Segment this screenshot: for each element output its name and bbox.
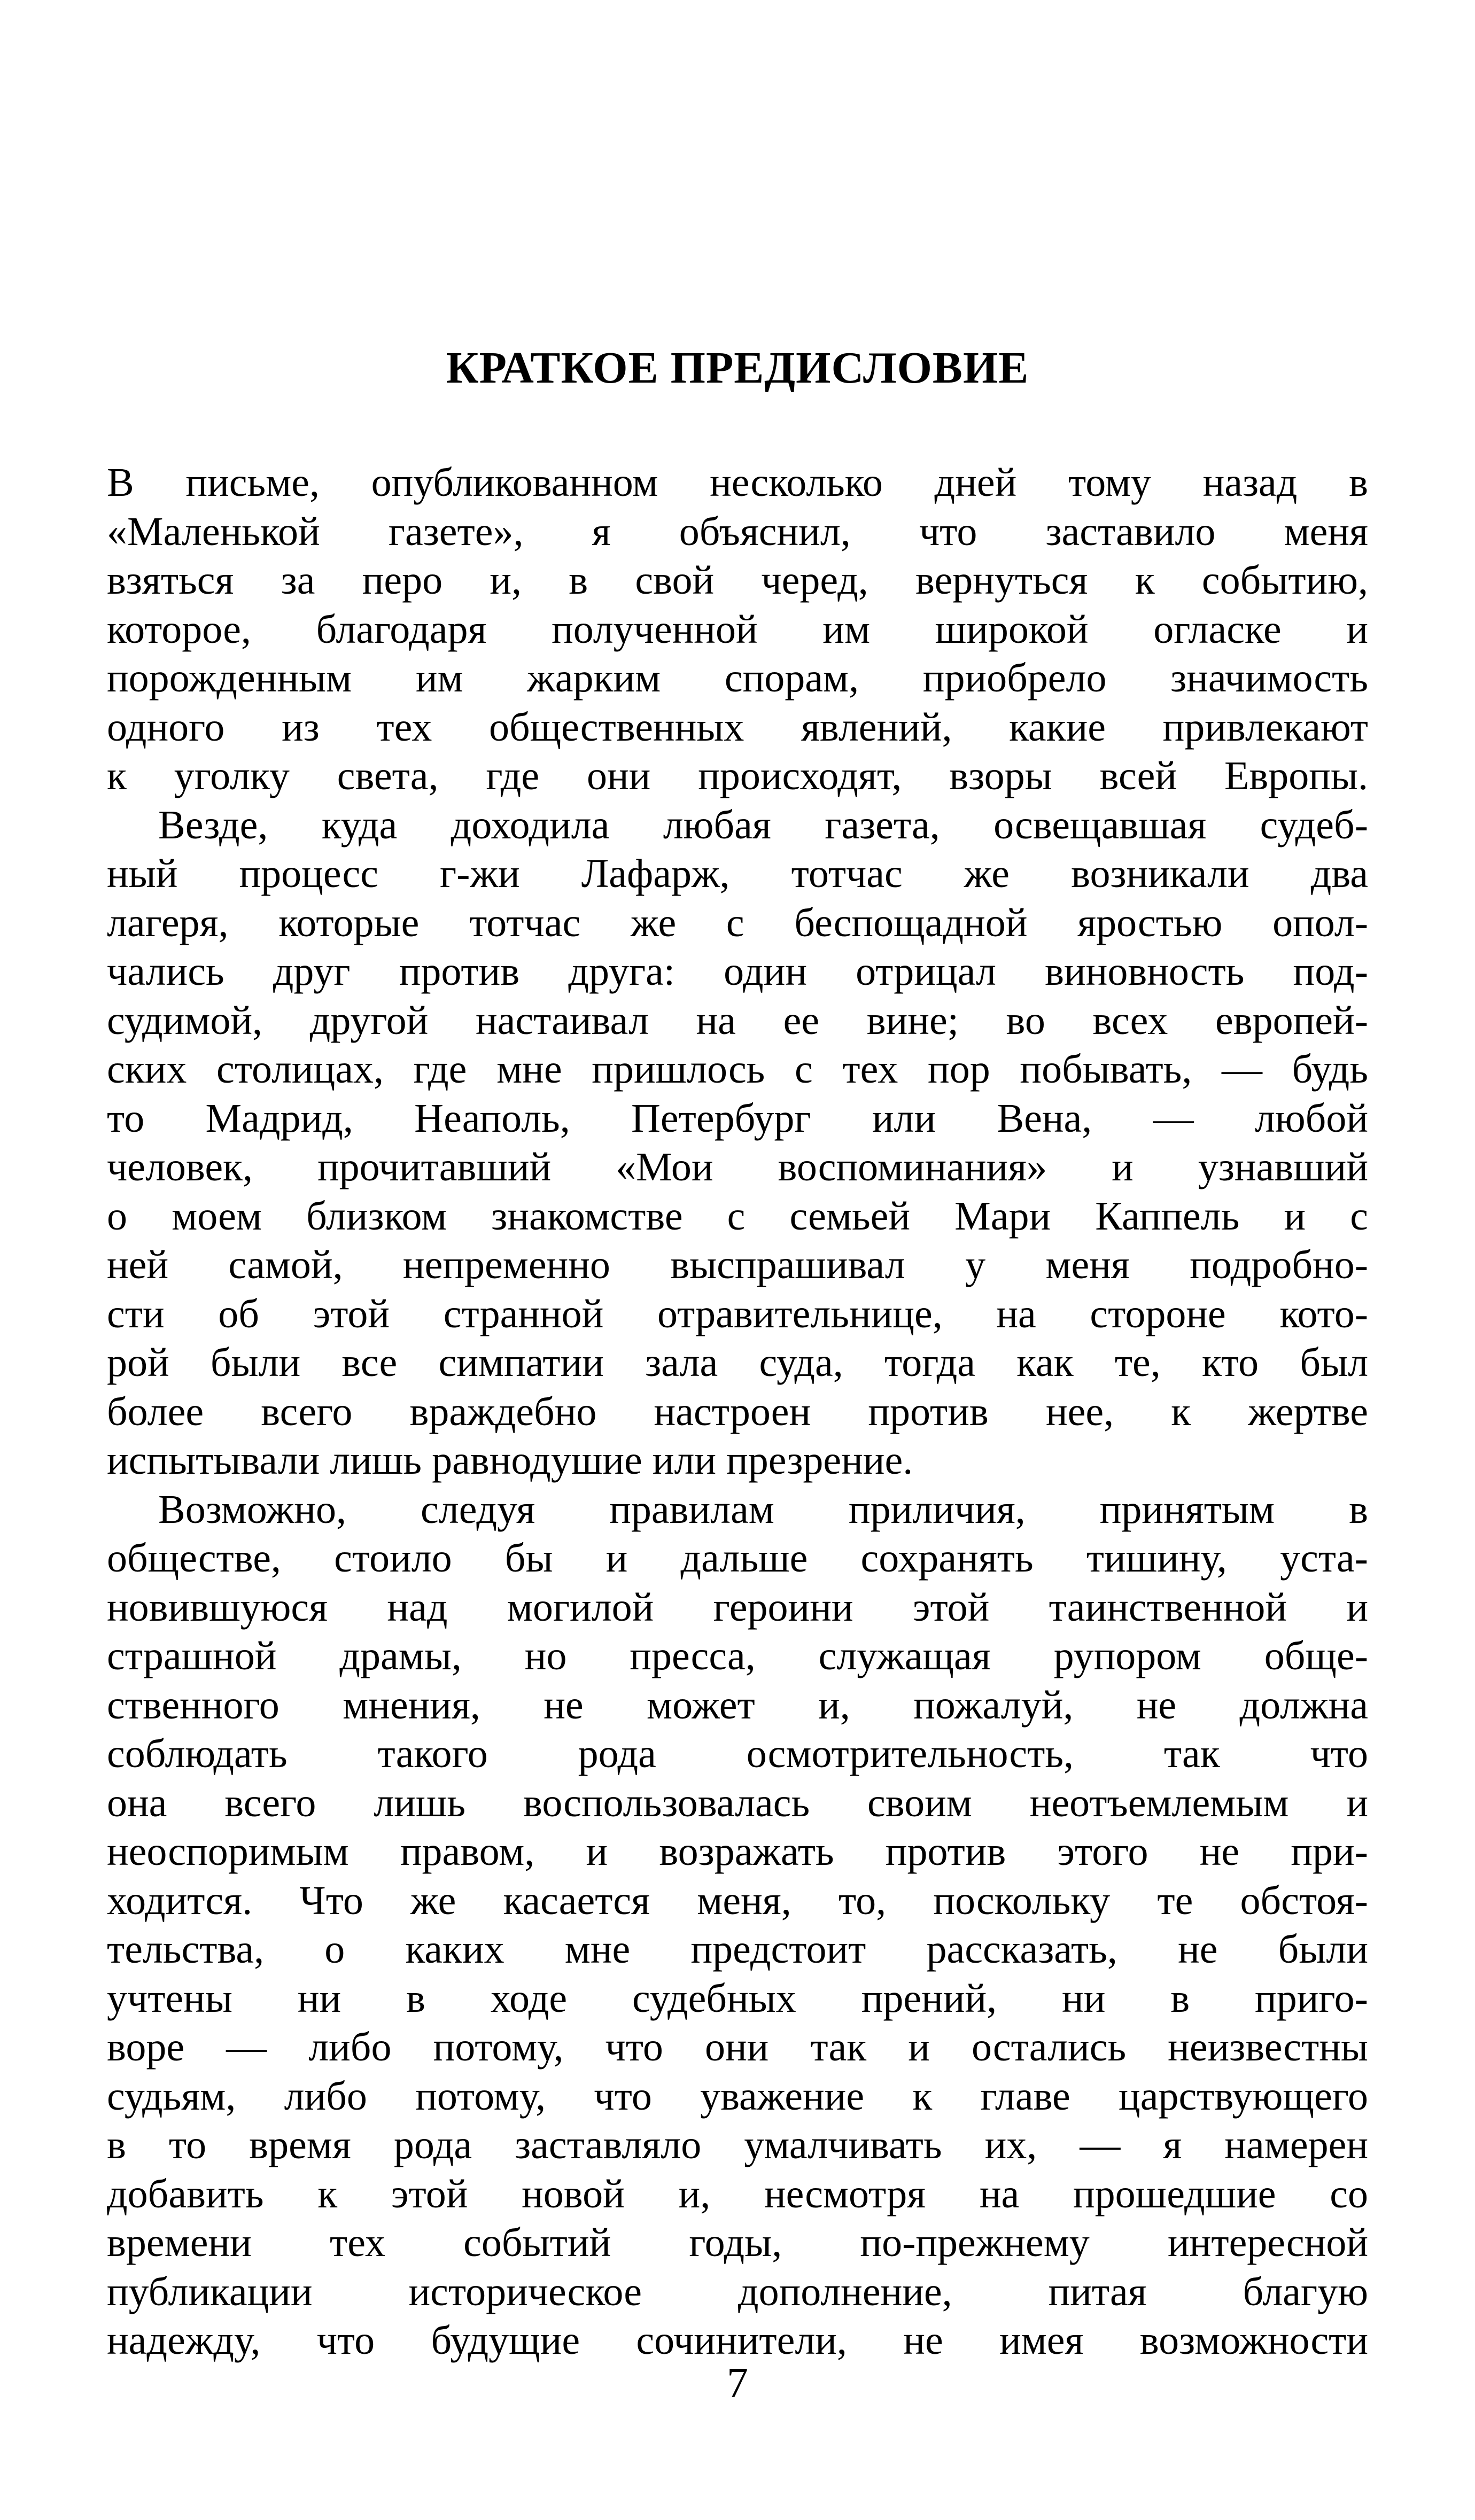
text-line: ственного мнения, не может и, пожалуй, не должна	[107, 1682, 1368, 1728]
text-line: лагеря, которые тотчас же с беспощадной яростью опол-	[107, 900, 1368, 945]
text-line: сти об этой странной отравительнице, на стороне кото-	[107, 1291, 1368, 1336]
text-line: надежду, что будущие сочинители, не имея возможности	[107, 2318, 1368, 2363]
text-line: более всего враждебно настроен против нее, к жертве	[107, 1389, 1368, 1434]
text-line: ный процесс г-жи Лафарж, тотчас же возникали два	[107, 851, 1368, 896]
text-line: учтены ни в ходе судебных прений, ни в приго-	[107, 1975, 1368, 2021]
text-line: она всего лишь воспользовалась своим неотъемлемым и	[107, 1780, 1368, 1825]
paragraph-1	[107, 458, 1368, 801]
text-line: воре — либо потому, что они так и остались неизвестны	[107, 2025, 1368, 2070]
text-line: которое, благодаря полученной им широкой огласке и	[107, 606, 1368, 652]
text-line: ходится. Что же касается меня, то, поскольку те обстоя-	[107, 1878, 1368, 1923]
text-line: испытывали лишь равнодушие или презрение.	[107, 1438, 913, 1483]
text-line: то Мадрид, Неаполь, Петербург или Вена, — любой	[107, 1095, 1368, 1141]
book-page	[107, 0, 1368, 2520]
paragraph-3	[107, 1485, 1368, 2366]
text-line: неоспоримым правом, и возражать против этого не при-	[107, 1829, 1368, 1874]
paragraph-2	[107, 801, 1368, 1485]
text-line: о моем близком знакомстве с семьей Мари Каппель и с	[107, 1193, 1368, 1239]
text-line: одного из тех общественных явлений, какие привлекают	[107, 704, 1368, 750]
text-line: обществе, стоило бы и дальше сохранять тишину, уста-	[107, 1536, 1368, 1581]
text-line: чались друг против друга: один отрицал виновность под-	[107, 949, 1368, 994]
text-line: порожденным им жарким спорам, приобрело значимость	[107, 656, 1368, 701]
text-line: судьям, либо потому, что уважение к главе царствующего	[107, 2073, 1368, 2119]
text-line: времени тех событий годы, по-прежнему интересной	[107, 2220, 1368, 2265]
body-text	[107, 458, 1368, 2366]
page-number: 7	[727, 2360, 748, 2407]
text-line: рой были все симпатии зала суда, тогда как те, кто был	[107, 1340, 1368, 1385]
text-line: в то время рода заставляло умалчивать их, — я намерен	[107, 2122, 1368, 2167]
text-line: взяться за перо и, в свой черед, вернуться к событию,	[107, 558, 1368, 603]
text-line: соблюдать такого рода осмотрительность, так что	[107, 1731, 1368, 1776]
text-line: тельства, о каких мне предстоит рассказать, не были	[107, 1927, 1368, 1972]
text-line: «Маленькой газете», я объяснил, что заставило меня	[107, 509, 1368, 554]
text-line: к уголку света, где они происходят, взоры всей Европы.	[107, 753, 1368, 798]
text-line: новившуюся над могилой героини этой таинственной и	[107, 1584, 1368, 1630]
text-line: публикации историческое дополнение, питая благую	[107, 2269, 1368, 2314]
text-line: Везде, куда доходила любая газета, освещавшая судеб-	[158, 802, 1368, 847]
text-line: страшной драмы, но пресса, служащая рупором обще-	[107, 1634, 1368, 1678]
text-line: судимой, другой настаивал на ее вине; во всех европей-	[107, 998, 1368, 1043]
text-line: ней самой, непременно выспрашивал у меня подробно-	[107, 1242, 1368, 1287]
text-line: ских столицах, где мне пришлось с тех пор побывать, — будь	[107, 1047, 1368, 1092]
text-line: человек, прочитавший «Мои воспоминания» и узнавший	[107, 1145, 1368, 1189]
text-line: Возможно, следуя правилам приличия, принятым в	[158, 1487, 1368, 1532]
chapter-title: КРАТКОЕ ПРЕДИСЛОВИЕ	[446, 343, 1029, 393]
text-line: добавить к этой новой и, несмотря на прошедшие со	[107, 2171, 1368, 2216]
text-line: В письме, опубликованном несколько дней тому назад в	[107, 460, 1368, 505]
